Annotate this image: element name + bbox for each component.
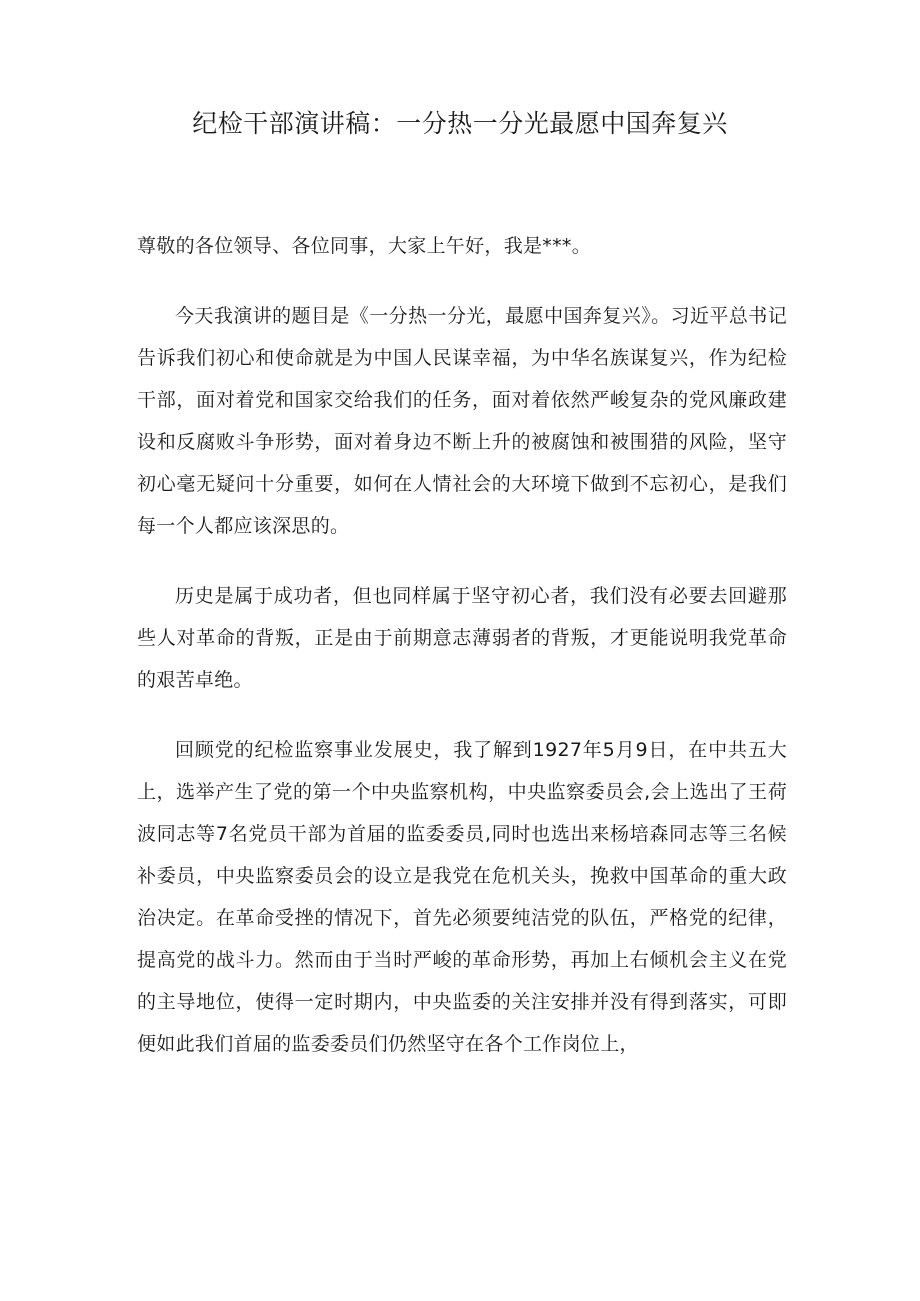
document-title: 纪检干部演讲稿：一分热一分光最愿中国奔复兴	[192, 109, 728, 138]
paragraph-history: 历史是属于成功者，但也同样属于坚守初心者，我们没有必要去回避那些人对革命的背叛，正是由于前期意志薄弱者的背叛，才更能说明我党革命的艰苦卓绝。	[137, 585, 787, 691]
document-body	[137, 225, 787, 1093]
paragraph-review: 回顾党的纪检监察事业发展史，我了解到1927年5月9日，在中共五大上，选举产生了党的第一个中央监察机构，中央监察委员会,会上选出了王荷波同志等7名党员干部为首届的监委委员,同时也选出来杨培森同志等三名候补委员，中央监察委员会的设立是我党在危机关头，挽救中国革命的重大政治决定。在革命受挫的情况下，首先必须要纯洁党的队伍，严格党的纪律，提高党的战斗力。然而由于当时严峻的革命形势，再加上右倾机会主义在党的主导地位，使得一定时期内，中央监委的关注安排并没有得到落实，可即便如此我们首届的监委委员们仍然坚守在各个工作岗位上，	[137, 739, 787, 1055]
paragraph-greeting: 尊敬的各位领导、各位同事，大家上午好，我是***。	[137, 235, 592, 257]
paragraph-topic-intro: 今天我演讲的题目是《一分热一分光，最愿中国奔复兴》。习近平总书记告诉我们初心和使命就是为中国人民谋幸福，为中华名族谋复兴，作为纪检干部，面对着党和国家交给我们的任务，面对着依然严峻复杂的党风廉政建设和反腐败斗争形势，面对着身边不断上升的被腐蚀和被围猎的风险，坚守初心毫无疑问十分重要，如何在人情社会的大环境下做到不忘初心，是我们每一个人都应该深思的。	[137, 305, 787, 537]
